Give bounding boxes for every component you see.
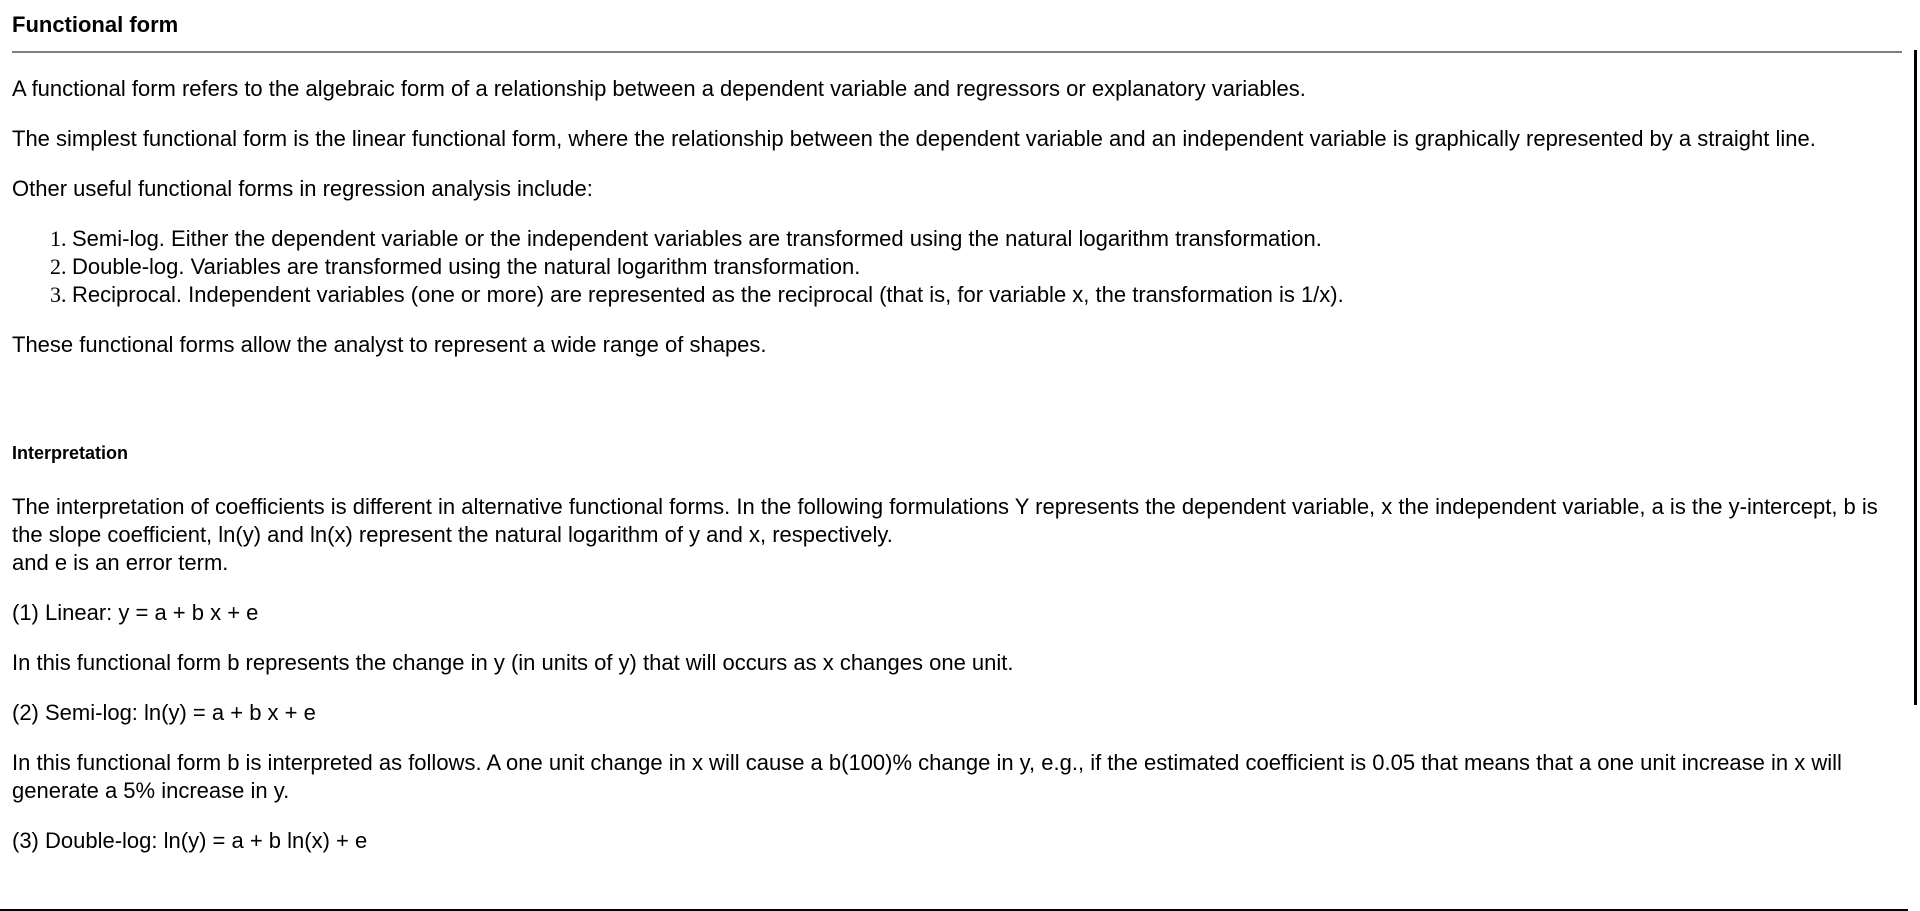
shapes-paragraph: These functional forms allow the analyst to represent a wide range of shapes. [12,332,767,358]
page-title: Functional form [12,12,1902,53]
semilog-explanation: In this functional form b is interpreted as follows. A one unit change in x will cause a b(100)% change in y, e.g., if the estimated coefficient is 0.05 that means that a one unit increase in x will generate a 5% increase in y. [12,749,1842,803]
intro-paragraph-1: A functional form refers to the algebraic form of a relationship between a dependent variable and regressors or explanatory variables. [12,76,1306,102]
document-content [12,0,1902,855]
list-item: 1. Semi-log. Either the dependent variable or the independent variables are transformed using the natural logarithm transformation. [72,225,1902,253]
intro-paragraph-3: Other useful functional forms in regression analysis include: [12,176,593,202]
scrollbar-thumb[interactable] [1914,50,1917,705]
list-item: 3. Reciprocal. Independent variables (one or more) are represented as the reciprocal (that is, for variable x, the transformation is 1/x). [72,281,1902,309]
doublelog-equation: (3) Double-log: ln(y) = a + b ln(x) + e [12,827,368,853]
list-item: 2. Double-log. Variables are transformed using the natural logarithm transformation. [72,253,1902,281]
intro-paragraph-2: The simplest functional form is the linear functional form, where the relationship between the dependent variable and an independent variable is graphically represented by a straight line. [12,126,1816,152]
functional-forms-list [12,225,1902,309]
interpretation-heading: Interpretation [12,443,129,464]
linear-equation: (1) Linear: y = a + b x + e [12,599,259,625]
interpretation-intro: The interpretation of coefficients is different in alternative functional forms. In the following formulations Y represents the dependent variable, x the independent variable, a is the y-intercept, b is the slope coefficient, ln(y) and ln(x) represent the natural logarithm of y and x, respectively. [12,493,1878,547]
semilog-equation: (2) Semi-log: ln(y) = a + b x + e [12,699,316,725]
error-term-line: and e is an error term. [12,549,229,575]
vertical-scrollbar[interactable] [1908,0,1920,911]
linear-explanation: In this functional form b represents the change in y (in units of y) that will occurs as x changes one unit. [12,649,1014,675]
